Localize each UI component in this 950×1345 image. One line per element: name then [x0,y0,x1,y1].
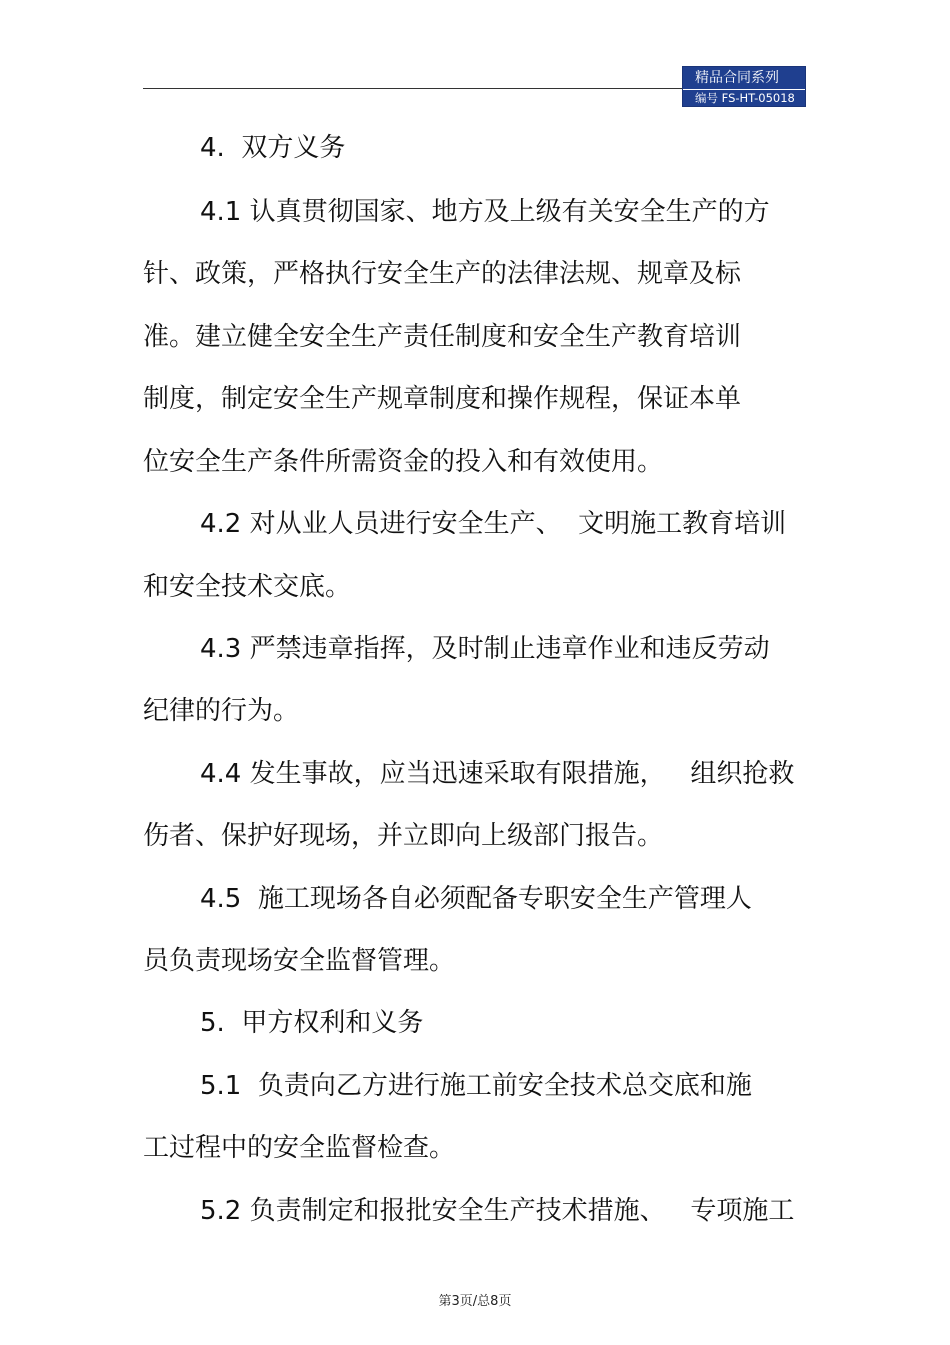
body-line: 5.2 负责制定和报批安全生产技术措施、 专项施工 [200,1196,795,1226]
body-line: 工过程中的安全监督检查。 [143,1133,456,1163]
body-line: 4.1 认真贯彻国家、地方及上级有关安全生产的方 [200,197,770,227]
body-line: 4.3 严禁违章指挥，及时制止违章作业和违反劳动 [200,634,770,664]
body-line: 位安全生产条件所需资金的投入和有效使用。 [143,447,664,477]
document-number: 编号 FS-HT-05018 [695,91,795,105]
page-indicator: 第3页/总8页 [438,1294,512,1309]
body-line: 制度，制定安全生产规章制度和操作规程，保证本单 [143,384,742,414]
body-line: 4.2 对从业人员进行安全生产、 文明施工教育培训 [200,509,787,539]
body-line: 5. 甲方权利和义务 [200,1008,424,1038]
body-line: 5.1 负责向乙方进行施工前安全技术总交底和施 [200,1071,752,1101]
body-line: 4. 双方义务 [200,133,346,163]
body-line: 伤者、保护好现场，并立即向上级部门报告。 [143,821,664,851]
body-line: 和安全技术交底。 [143,572,352,602]
series-badge [682,66,806,107]
series-label: 精品合同系列 [695,70,779,86]
body-line: 针、政策，严格执行安全生产的法律法规、规章及标 [143,259,742,289]
body-line: 4.5 施工现场各自必须配备专职安全生产管理人 [200,884,752,914]
header-rule [143,88,683,89]
body-line: 纪律的行为。 [143,696,300,726]
body-line: 4.4 发生事故，应当迅速采取有限措施， 组织抢救 [200,759,795,789]
body-line: 员负责现场安全监督管理。 [143,946,456,976]
body-line: 准。建立健全安全生产责任制度和安全生产教育培训 [143,322,742,352]
